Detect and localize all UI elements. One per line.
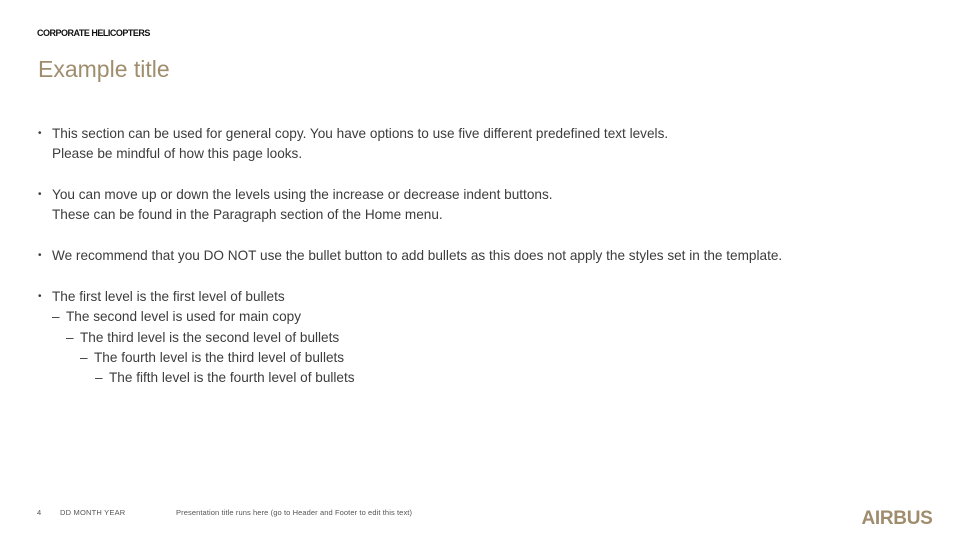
airbus-logo-text: AIRBUS: [861, 508, 933, 529]
footer-date: DD MONTH YEAR: [60, 508, 126, 517]
footer-presentation-title: Presentation title runs here (go to Header and Footer to edit this text): [176, 508, 413, 517]
dash-icon: –: [95, 370, 103, 386]
level-3-item: [52, 328, 918, 348]
page-number: 4: [37, 508, 42, 517]
paragraph-line: You can move up or down the levels using the increase or decrease indent buttons.: [52, 187, 553, 203]
dash-icon: –: [66, 329, 74, 345]
dash-icon: –: [52, 309, 60, 325]
level-2-item: [52, 307, 918, 327]
bullet-paragraph-levels-demo: [38, 287, 918, 388]
bullet-paragraph-recommendation: [38, 246, 918, 266]
bullet-icon: •: [38, 290, 42, 302]
bullet-paragraph-general-copy: [38, 124, 918, 165]
level-5-text: The fifth level is the fourth level of bullets: [109, 370, 355, 386]
slide-body: [38, 124, 918, 388]
slide-title: Example title: [38, 56, 170, 82]
paragraph-line: This section can be used for general copy. You have options to use five different predefined text levels.: [52, 126, 669, 141]
level-4-text: The fourth level is the third level of bullets: [94, 349, 345, 365]
paragraph-line: We recommend that you DO NOT use the bullet button to add bullets as this does not apply the styles set in the template.: [52, 248, 783, 264]
brand-header: CORPORATE HELICOPTERS: [37, 28, 150, 38]
bullet-icon: •: [38, 128, 42, 139]
level-4-item: [52, 348, 918, 368]
paragraph-line: Please be mindful of how this page looks.: [52, 146, 303, 162]
bullet-icon: •: [38, 250, 42, 262]
dash-icon: –: [80, 349, 88, 365]
paragraph-line: These can be found in the Paragraph section of the Home menu.: [52, 207, 443, 223]
bullet-paragraph-indent-levels: [38, 185, 918, 226]
level-5-item: [52, 368, 918, 388]
airbus-logo-icon: [851, 500, 943, 532]
level-3-text: The third level is the second level of bullets: [80, 329, 340, 345]
bullet-icon: •: [38, 189, 42, 201]
level-1-text: The first level is the first level of bullets: [52, 288, 285, 304]
level-2-text: The second level is used for main copy: [66, 309, 301, 325]
